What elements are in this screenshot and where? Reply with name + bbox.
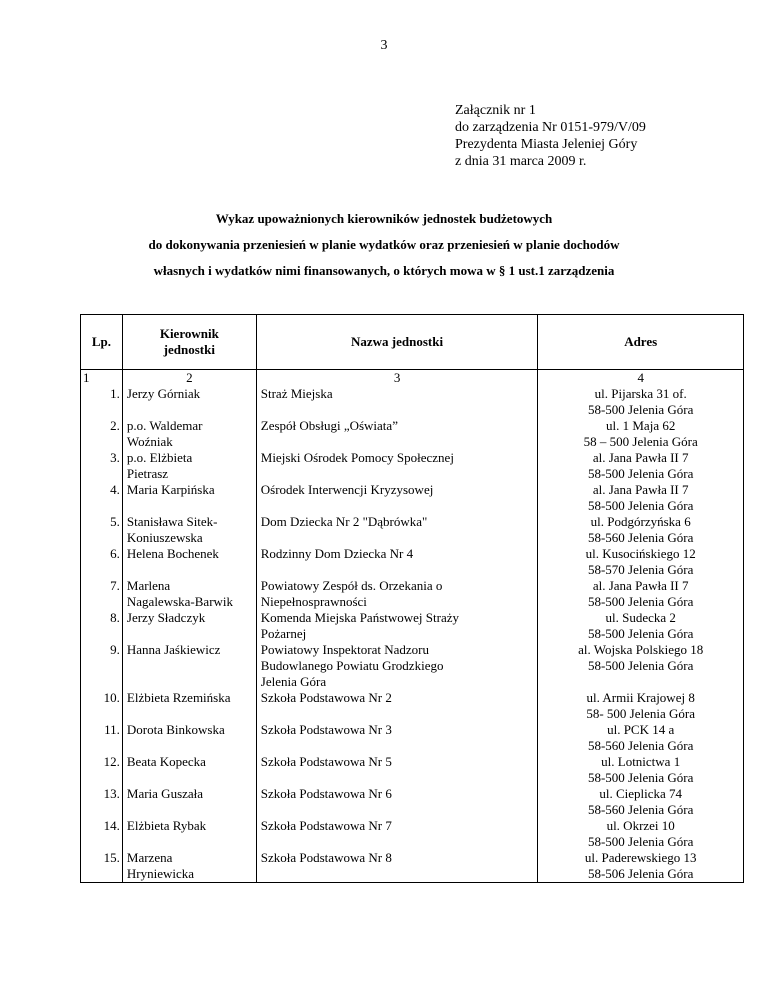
row-lp	[81, 546, 123, 578]
unit-name-line: Pożarnej	[260, 626, 307, 641]
row-lp-value: 10.	[103, 690, 120, 705]
header-lp: Lp.	[81, 315, 123, 370]
unit-head-line: Woźniak	[126, 434, 173, 449]
unit-head-line: Marzena	[126, 850, 173, 865]
unit-name	[256, 482, 538, 514]
unit-name	[256, 546, 538, 578]
unit-address-line: 58- 500 Jelenia Góra	[586, 706, 696, 721]
table-row	[81, 450, 744, 482]
unit-address-line: al. Wojska Polskiego 18	[578, 642, 704, 657]
unit-address	[538, 610, 744, 642]
header-name: Nazwa jednostki	[256, 315, 538, 370]
table-row	[81, 754, 744, 786]
row-lp-value: 5.	[110, 514, 120, 529]
column-number: 1	[81, 370, 123, 387]
unit-head-line	[127, 562, 256, 578]
unit-name-line: Szkoła Podstawowa Nr 8	[260, 850, 392, 865]
row-lp	[81, 786, 123, 818]
unit-head	[122, 546, 256, 578]
row-lp-value: 1.	[110, 386, 120, 401]
unit-name	[256, 722, 538, 754]
unit-name-line: Niepełnosprawności	[260, 594, 367, 609]
unit-head-line	[127, 770, 256, 786]
row-lp	[81, 418, 123, 450]
unit-head-line: Koniuszewska	[126, 530, 203, 545]
unit-address	[538, 754, 744, 786]
unit-head-line: Jerzy Sładczyk	[126, 610, 206, 625]
unit-address-line: ul. Sudecka 2	[605, 610, 676, 625]
unit-name-line: Straż Miejska	[260, 386, 333, 401]
unit-name-line	[261, 866, 538, 882]
unit-address-line: ul. Cieplicka 74	[599, 786, 683, 801]
row-lp	[81, 818, 123, 850]
unit-name	[256, 850, 538, 883]
unit-address-line: 58-560 Jelenia Góra	[587, 738, 694, 753]
unit-head	[122, 450, 256, 482]
annex-line: Prezydenta Miasta Jeleniej Góry	[455, 137, 638, 152]
row-lp	[81, 642, 123, 690]
unit-head	[122, 642, 256, 690]
row-lp	[81, 514, 123, 546]
unit-head-line	[127, 834, 256, 850]
row-lp	[81, 482, 123, 514]
unit-address-line: 58-500 Jelenia Góra	[587, 658, 694, 673]
column-number-row	[81, 370, 744, 387]
unit-name	[256, 642, 538, 690]
unit-name-line: Komenda Miejska Państwowej Straży	[260, 610, 459, 625]
row-lp	[81, 754, 123, 786]
table-row	[81, 786, 744, 818]
table-row	[81, 642, 744, 690]
unit-name-line: Szkoła Podstawowa Nr 7	[260, 818, 392, 833]
row-lp-value: 8.	[110, 610, 120, 625]
table-row	[81, 610, 744, 642]
unit-name-line	[261, 802, 538, 818]
row-lp-value: 6.	[110, 546, 120, 561]
unit-head-line: Maria Karpińska	[126, 482, 215, 497]
unit-name-line: Szkoła Podstawowa Nr 3	[260, 722, 392, 737]
unit-name-line: Szkoła Podstawowa Nr 2	[260, 690, 392, 705]
unit-address	[538, 690, 744, 722]
unit-address-line: ul. Armii Krajowej 8	[586, 690, 695, 705]
row-lp	[81, 850, 123, 883]
unit-address-line: 58-500 Jelenia Góra	[587, 626, 694, 641]
unit-head	[122, 418, 256, 450]
unit-head	[122, 786, 256, 818]
unit-head-line	[127, 738, 256, 754]
unit-name	[256, 786, 538, 818]
unit-name-line	[261, 738, 538, 754]
annex-line: z dnia 31 marca 2009 r.	[455, 154, 587, 169]
unit-head-line: Elżbieta Rybak	[126, 818, 207, 833]
table-row	[81, 722, 744, 754]
unit-name	[256, 818, 538, 850]
unit-name	[256, 690, 538, 722]
unit-address-line: ul. Kusocińskiego 12	[585, 546, 696, 561]
unit-name	[256, 514, 538, 546]
row-lp	[81, 690, 123, 722]
unit-address-line: ul. Okrzei 10	[606, 818, 675, 833]
row-lp-value: 11.	[104, 722, 120, 737]
unit-head-line: Jerzy Górniak	[126, 386, 201, 401]
unit-name-line	[261, 770, 538, 786]
unit-address	[538, 546, 744, 578]
unit-address	[538, 482, 744, 514]
unit-head-line	[127, 498, 256, 514]
unit-head-line: Pietrasz	[126, 466, 169, 481]
unit-name-line: Miejski Ośrodek Pomocy Społecznej	[260, 450, 454, 465]
unit-address-line: al. Jana Pawła II 7	[592, 450, 689, 465]
unit-address-line: 58-560 Jelenia Góra	[587, 802, 694, 817]
unit-name	[256, 578, 538, 610]
unit-address-line: 58-500 Jelenia Góra	[587, 834, 694, 849]
unit-head-line	[127, 706, 256, 722]
unit-name-line: Jelenia Góra	[260, 674, 327, 689]
unit-head-line: Hanna Jaśkiewicz	[126, 642, 221, 657]
table-row	[81, 818, 744, 850]
unit-head-line: Nagalewska-Barwik	[126, 594, 234, 609]
unit-head	[122, 754, 256, 786]
row-lp-value: 15.	[103, 850, 120, 865]
unit-address-line: 58-506 Jelenia Góra	[587, 866, 694, 881]
unit-name-line: Ośrodek Interwencji Kryzysowej	[260, 482, 434, 497]
unit-address-line: ul. Pijarska 31 of.	[594, 386, 687, 401]
table-row	[81, 578, 744, 610]
title-line: Wykaz upoważnionych kierowników jednostek budżetowych	[215, 211, 553, 226]
document-title	[0, 206, 768, 284]
unit-head	[122, 690, 256, 722]
annex-note	[455, 102, 646, 170]
unit-address	[538, 786, 744, 818]
unit-address-line: ul. Lotnictwa 1	[601, 754, 681, 769]
header-head	[122, 315, 256, 370]
unit-address-line: al. Jana Pawła II 7	[592, 578, 689, 593]
unit-address-line: 58-570 Jelenia Góra	[587, 562, 694, 577]
table-row	[81, 386, 744, 418]
column-number: 4	[538, 370, 744, 387]
unit-address-line: al. Jana Pawła II 7	[592, 482, 689, 497]
row-lp	[81, 722, 123, 754]
table-header-row	[81, 315, 744, 370]
row-lp-value: 7.	[110, 578, 120, 593]
units-table	[80, 314, 744, 883]
row-lp-value: 12.	[103, 754, 120, 769]
unit-name	[256, 418, 538, 450]
unit-name-line: Szkoła Podstawowa Nr 6	[260, 786, 392, 801]
table-row	[81, 418, 744, 450]
unit-address	[538, 642, 744, 690]
unit-name-line	[261, 466, 538, 482]
unit-address	[538, 818, 744, 850]
unit-name-line: Powiatowy Zespół ds. Orzekania o	[260, 578, 443, 593]
unit-head	[122, 818, 256, 850]
unit-name	[256, 450, 538, 482]
unit-name-line	[261, 498, 538, 514]
unit-name-line	[261, 562, 538, 578]
unit-address-line: 58 – 500 Jelenia Góra	[583, 434, 698, 449]
row-lp-value: 3.	[110, 450, 120, 465]
unit-address-line: ul. Podgórzyńska 6	[590, 514, 691, 529]
header-addr: Adres	[538, 315, 744, 370]
unit-name	[256, 610, 538, 642]
unit-name-line	[261, 706, 538, 722]
unit-name-line: Rodzinny Dom Dziecka Nr 4	[260, 546, 414, 561]
row-lp-value: 13.	[103, 786, 120, 801]
unit-name-line: Budowlanego Powiatu Grodzkiego	[260, 658, 444, 673]
unit-head	[122, 722, 256, 754]
column-number: 2	[122, 370, 256, 387]
unit-address	[538, 514, 744, 546]
header-head-line: Kierownik	[159, 326, 219, 341]
unit-head-line: Elżbieta Rzemińska	[126, 690, 231, 705]
table-row	[81, 546, 744, 578]
unit-name	[256, 754, 538, 786]
unit-address	[538, 850, 744, 883]
unit-address-line: 58-500 Jelenia Góra	[587, 466, 694, 481]
unit-name	[256, 386, 538, 418]
unit-address	[538, 386, 744, 418]
page-number: 3	[380, 38, 388, 53]
row-lp	[81, 610, 123, 642]
unit-name-line: Powiatowy Inspektorat Nadzoru	[260, 642, 430, 657]
unit-head-line	[127, 674, 256, 690]
unit-address-line: 58-560 Jelenia Góra	[587, 530, 694, 545]
table-row	[81, 850, 744, 883]
annex-line: Załącznik nr 1	[455, 103, 536, 118]
title-line: własnych i wydatków nimi finansowanych, o których mowa w § 1 ust.1 zarządzenia	[153, 263, 615, 278]
header-head-line: jednostki	[163, 342, 215, 357]
row-lp-value: 14.	[103, 818, 120, 833]
unit-head	[122, 514, 256, 546]
unit-head-line: Maria Guszała	[126, 786, 204, 801]
unit-address-line: 58-500 Jelenia Góra	[587, 594, 694, 609]
annex-line: do zarządzenia Nr 0151-979/V/09	[455, 120, 646, 135]
unit-name-line: Zespół Obsługi „Oświata”	[260, 418, 398, 433]
unit-head	[122, 610, 256, 642]
unit-head-line: Hryniewicka	[126, 866, 195, 881]
unit-head-line: Helena Bochenek	[126, 546, 219, 561]
unit-head-line	[127, 802, 256, 818]
unit-head-line: Marlena	[126, 578, 171, 593]
unit-head-line: p.o. Waldemar	[126, 418, 203, 433]
unit-address	[538, 722, 744, 754]
unit-address-line: 58-500 Jelenia Góra	[587, 498, 694, 513]
unit-name-line	[261, 434, 538, 450]
row-lp-value: 9.	[110, 642, 120, 657]
unit-head-line: Stanisława Sitek-	[126, 514, 218, 529]
row-lp	[81, 578, 123, 610]
table-row	[81, 482, 744, 514]
column-number: 3	[256, 370, 538, 387]
row-lp-value: 2.	[110, 418, 120, 433]
unit-address-line: 58-500 Jelenia Góra	[587, 770, 694, 785]
row-lp	[81, 450, 123, 482]
unit-head-line: p.o. Elżbieta	[126, 450, 193, 465]
unit-address-line: ul. 1 Maja 62	[606, 418, 676, 433]
table-row	[81, 514, 744, 546]
unit-head	[122, 386, 256, 418]
unit-address-line	[538, 674, 743, 690]
table-row	[81, 690, 744, 722]
title-line: do dokonywania przeniesień w planie wydatków oraz przeniesień w planie dochodów	[148, 237, 620, 252]
row-lp-value: 4.	[110, 482, 120, 497]
unit-address	[538, 450, 744, 482]
unit-name-line	[261, 530, 538, 546]
unit-head-line: Dorota Binkowska	[126, 722, 225, 737]
unit-name-line	[261, 834, 538, 850]
unit-name-line: Dom Dziecka Nr 2 "Dąbrówka"	[260, 514, 428, 529]
unit-head	[122, 578, 256, 610]
unit-head	[122, 850, 256, 883]
unit-head-line	[127, 626, 256, 642]
unit-address-line: ul. PCK 14 a	[607, 722, 675, 737]
unit-head	[122, 482, 256, 514]
unit-head-line: Beata Kopecka	[126, 754, 206, 769]
unit-name-line	[261, 402, 538, 418]
unit-address	[538, 418, 744, 450]
unit-address	[538, 578, 744, 610]
unit-address-line: ul. Paderewskiego 13	[584, 850, 697, 865]
unit-address-line: 58-500 Jelenia Góra	[587, 402, 694, 417]
unit-name-line: Szkoła Podstawowa Nr 5	[260, 754, 392, 769]
unit-head-line	[127, 402, 256, 418]
row-lp	[81, 386, 123, 418]
unit-head-line	[127, 658, 256, 674]
